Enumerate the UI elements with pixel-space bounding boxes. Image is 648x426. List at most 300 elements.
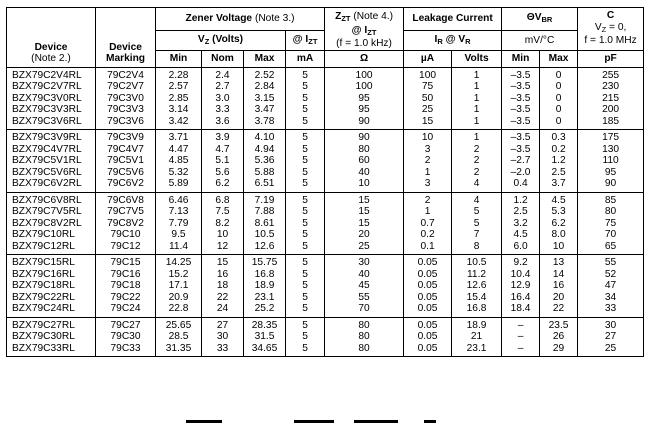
cell-vz-nom: 15 xyxy=(202,255,244,269)
cell-vz-min: 7.13 xyxy=(156,206,202,218)
cell-device: BZX79C30RL xyxy=(7,331,96,343)
cell-theta-max: 29 xyxy=(540,343,578,357)
cell-marking: 79C30 xyxy=(96,331,156,343)
cell-vr: 5 xyxy=(452,218,502,230)
capacitance-cond-val: = 0, xyxy=(606,21,627,33)
cell-zzt: 70 xyxy=(325,303,404,317)
ir-header xyxy=(404,31,502,50)
cell-device: BZX79C6V2RL xyxy=(7,178,96,192)
cell-theta-min: –3.5 xyxy=(502,104,540,116)
marking-header-line2: Marking xyxy=(105,53,146,64)
cell-theta-min: – xyxy=(502,343,540,357)
cell-vz-nom: 16 xyxy=(202,269,244,281)
cell-zzt: 30 xyxy=(325,255,404,269)
cell-izt: 5 xyxy=(286,218,325,230)
cell-capacitance: 85 xyxy=(578,192,644,206)
cell-theta-max: 4.5 xyxy=(540,192,578,206)
cell-vr: 10.5 xyxy=(452,255,502,269)
theta-unit: mV/°C xyxy=(502,31,578,50)
cell-zzt: 40 xyxy=(325,167,404,179)
cell-vz-max: 2.84 xyxy=(244,81,286,93)
cell-ir: 25 xyxy=(404,104,452,116)
cell-device: BZX79C4V7RL xyxy=(7,144,96,156)
cell-vz-max: 3.78 xyxy=(244,116,286,130)
cell-ir: 50 xyxy=(404,93,452,105)
cell-vz-max: 6.51 xyxy=(244,178,286,192)
cell-vr: 1 xyxy=(452,93,502,105)
cell-capacitance: 130 xyxy=(578,144,644,156)
capacitance-cond-v: V xyxy=(594,21,602,33)
table-row xyxy=(7,206,644,218)
cell-marking: 79C3V6 xyxy=(96,116,156,130)
cell-vz-min: 6.46 xyxy=(156,192,202,206)
col-theta-min: Min xyxy=(502,50,540,67)
cell-zzt: 95 xyxy=(325,93,404,105)
cell-vr: 15.4 xyxy=(452,292,502,304)
cell-izt: 5 xyxy=(286,192,325,206)
cell-ir: 3 xyxy=(404,144,452,156)
device-header-note: (Note 2.) xyxy=(31,53,71,64)
cell-vr: 1 xyxy=(452,130,502,144)
cell-zzt: 95 xyxy=(325,104,404,116)
at-izt-label: @ I xyxy=(292,33,309,45)
cell-ir: 0.7 xyxy=(404,218,452,230)
cell-vz-nom: 18 xyxy=(202,280,244,292)
cell-vz-nom: 6.8 xyxy=(202,192,244,206)
cell-vr: 16.8 xyxy=(452,303,502,317)
cell-izt: 5 xyxy=(286,144,325,156)
cell-theta-min: 0.4 xyxy=(502,178,540,192)
cell-theta-max: 0 xyxy=(540,104,578,116)
cell-device: BZX79C8V2RL xyxy=(7,218,96,230)
cell-theta-min: –2.7 xyxy=(502,155,540,167)
cell-theta-min: –3.5 xyxy=(502,93,540,105)
cell-vr: 18.9 xyxy=(452,317,502,331)
cropped-footnote-line xyxy=(6,411,643,426)
cell-marking: 79C33 xyxy=(96,343,156,357)
cell-vr: 1 xyxy=(452,81,502,93)
cell-vr: 2 xyxy=(452,144,502,156)
cell-capacitance: 47 xyxy=(578,280,644,292)
cell-izt: 5 xyxy=(286,206,325,218)
zzt-at: @ I xyxy=(351,24,368,36)
cell-vz-nom: 27 xyxy=(202,317,244,331)
cell-zzt: 60 xyxy=(325,155,404,167)
table-header xyxy=(7,8,644,68)
cell-vz-nom: 3.0 xyxy=(202,93,244,105)
electrical-characteristics-table xyxy=(6,7,644,357)
vz-label: V xyxy=(197,33,205,45)
cell-theta-max: 22 xyxy=(540,303,578,317)
cell-izt: 5 xyxy=(286,155,325,167)
table-row xyxy=(7,81,644,93)
capacitance-header xyxy=(578,8,644,51)
cell-izt: 5 xyxy=(286,93,325,105)
cell-device: BZX79C3V6RL xyxy=(7,116,96,130)
table-row xyxy=(7,144,644,156)
cell-vz-max: 28.35 xyxy=(244,317,286,331)
cell-marking: 79C12 xyxy=(96,241,156,255)
cell-vz-max: 23.1 xyxy=(244,292,286,304)
cell-capacitance: 70 xyxy=(578,229,644,241)
cell-vr: 4 xyxy=(452,192,502,206)
table-body xyxy=(7,67,644,357)
cell-vz-nom: 33 xyxy=(202,343,244,357)
table-row xyxy=(7,229,644,241)
col-zzt-ohm: Ω xyxy=(325,50,404,67)
cell-vz-min: 14.25 xyxy=(156,255,202,269)
cell-capacitance: 90 xyxy=(578,178,644,192)
cell-izt: 5 xyxy=(286,67,325,81)
cell-ir: 0.05 xyxy=(404,269,452,281)
table-row xyxy=(7,155,644,167)
cell-ir: 0.05 xyxy=(404,343,452,357)
cell-theta-max: 20 xyxy=(540,292,578,304)
cell-vr: 21 xyxy=(452,331,502,343)
cell-theta-min: 2.5 xyxy=(502,206,540,218)
cell-ir: 2 xyxy=(404,192,452,206)
cell-marking: 79C18 xyxy=(96,280,156,292)
cell-vz-min: 31.35 xyxy=(156,343,202,357)
cell-theta-min: – xyxy=(502,331,540,343)
cell-vz-nom: 24 xyxy=(202,303,244,317)
cell-izt: 5 xyxy=(286,280,325,292)
cell-theta-min: –3.5 xyxy=(502,67,540,81)
cell-izt: 5 xyxy=(286,343,325,357)
cell-device: BZX79C3V9RL xyxy=(7,130,96,144)
zzt-sub: ZT xyxy=(341,14,351,23)
cell-vz-max: 4.94 xyxy=(244,144,286,156)
col-capacitance-pf: pF xyxy=(578,50,644,67)
cell-vz-min: 3.71 xyxy=(156,130,202,144)
cell-ir: 0.05 xyxy=(404,280,452,292)
cell-device: BZX79C16RL xyxy=(7,269,96,281)
cell-zzt: 80 xyxy=(325,343,404,357)
cell-vz-min: 9.5 xyxy=(156,229,202,241)
cell-vr: 4 xyxy=(452,178,502,192)
table-row xyxy=(7,130,644,144)
cell-vr: 11.2 xyxy=(452,269,502,281)
cell-capacitance: 52 xyxy=(578,269,644,281)
cell-capacitance: 33 xyxy=(578,303,644,317)
cell-vr: 2 xyxy=(452,155,502,167)
cell-izt: 5 xyxy=(286,241,325,255)
cell-marking: 79C6V8 xyxy=(96,192,156,206)
cell-capacitance: 95 xyxy=(578,167,644,179)
cell-vz-nom: 10 xyxy=(202,229,244,241)
cell-vz-min: 4.47 xyxy=(156,144,202,156)
cell-vr: 2 xyxy=(452,167,502,179)
cell-vr: 7 xyxy=(452,229,502,241)
cell-ir: 100 xyxy=(404,67,452,81)
cell-vz-max: 2.52 xyxy=(244,67,286,81)
cell-marking: 79C8V2 xyxy=(96,218,156,230)
cell-capacitance: 30 xyxy=(578,317,644,331)
cell-ir: 0.2 xyxy=(404,229,452,241)
theta-header xyxy=(502,8,578,31)
ir-label: I xyxy=(434,33,438,45)
cell-izt: 5 xyxy=(286,303,325,317)
cell-vz-nom: 30 xyxy=(202,331,244,343)
cell-theta-max: 8.0 xyxy=(540,229,578,241)
cell-device: BZX79C15RL xyxy=(7,255,96,269)
cell-zzt: 55 xyxy=(325,292,404,304)
table-row xyxy=(7,317,644,331)
cell-vr: 1 xyxy=(452,104,502,116)
device-header xyxy=(7,8,96,68)
cell-theta-min: 16.4 xyxy=(502,292,540,304)
capacitance-cond-sub: Z xyxy=(601,24,607,34)
cell-izt: 5 xyxy=(286,104,325,116)
cell-ir: 0.1 xyxy=(404,241,452,255)
cell-theta-max: 6.2 xyxy=(540,218,578,230)
cell-theta-max: 5.3 xyxy=(540,206,578,218)
cell-capacitance: 25 xyxy=(578,343,644,357)
cell-device: BZX79C2V4RL xyxy=(7,67,96,81)
cell-vz-min: 20.9 xyxy=(156,292,202,304)
cell-theta-max: 16 xyxy=(540,280,578,292)
cell-zzt: 80 xyxy=(325,331,404,343)
theta-label: ΘV xyxy=(526,12,542,24)
cell-theta-min: –3.5 xyxy=(502,116,540,130)
cell-capacitance: 175 xyxy=(578,130,644,144)
cell-vz-min: 25.65 xyxy=(156,317,202,331)
cell-izt: 5 xyxy=(286,167,325,179)
cell-device: BZX79C10RL xyxy=(7,229,96,241)
ir-sub: R xyxy=(437,36,443,46)
cell-theta-min: 10.4 xyxy=(502,269,540,281)
cell-vr: 5 xyxy=(452,206,502,218)
cell-marking: 79C24 xyxy=(96,303,156,317)
cell-capacitance: 255 xyxy=(578,67,644,81)
col-vz-nom: Nom xyxy=(202,50,244,67)
zzt-at-sub: ZT xyxy=(367,27,377,37)
col-vz-min: Min xyxy=(156,50,202,67)
cell-vz-max: 8.61 xyxy=(244,218,286,230)
cell-vz-max: 15.75 xyxy=(244,255,286,269)
col-ir-ua: µA xyxy=(404,50,452,67)
table-row xyxy=(7,167,644,179)
table-row xyxy=(7,343,644,357)
cell-zzt: 40 xyxy=(325,269,404,281)
cell-marking: 79C4V7 xyxy=(96,144,156,156)
table-row xyxy=(7,303,644,317)
cell-izt: 5 xyxy=(286,269,325,281)
cell-ir: 75 xyxy=(404,81,452,93)
cell-theta-min: – xyxy=(502,317,540,331)
cell-theta-min: –2.0 xyxy=(502,167,540,179)
cell-vz-max: 10.5 xyxy=(244,229,286,241)
cell-vz-max: 5.88 xyxy=(244,167,286,179)
table-row xyxy=(7,67,644,81)
table-row xyxy=(7,255,644,269)
zener-voltage-header xyxy=(156,8,325,31)
cell-capacitance: 110 xyxy=(578,155,644,167)
cell-capacitance: 230 xyxy=(578,81,644,93)
cell-capacitance: 215 xyxy=(578,93,644,105)
marking-header-line1: Device xyxy=(109,41,142,53)
cell-theta-min: 3.2 xyxy=(502,218,540,230)
col-vr-volts: Volts xyxy=(452,50,502,67)
cell-theta-max: 0.3 xyxy=(540,130,578,144)
cell-zzt: 15 xyxy=(325,192,404,206)
cell-ir: 0.05 xyxy=(404,317,452,331)
table-row xyxy=(7,292,644,304)
cell-vz-max: 3.47 xyxy=(244,104,286,116)
cell-vz-max: 16.8 xyxy=(244,269,286,281)
cell-capacitance: 80 xyxy=(578,206,644,218)
cell-theta-min: –3.5 xyxy=(502,81,540,93)
cell-vz-nom: 8.2 xyxy=(202,218,244,230)
cell-zzt: 10 xyxy=(325,178,404,192)
cell-vr: 1 xyxy=(452,116,502,130)
cell-device: BZX79C6V8RL xyxy=(7,192,96,206)
cell-vz-min: 3.42 xyxy=(156,116,202,130)
cell-device: BZX79C2V7RL xyxy=(7,81,96,93)
cell-theta-max: 1.2 xyxy=(540,155,578,167)
cell-vz-nom: 6.2 xyxy=(202,178,244,192)
cell-ir: 1 xyxy=(404,206,452,218)
cell-device: BZX79C33RL xyxy=(7,343,96,357)
cell-vz-nom: 3.6 xyxy=(202,116,244,130)
cell-vr: 23.1 xyxy=(452,343,502,357)
cell-vz-min: 2.85 xyxy=(156,93,202,105)
table-row xyxy=(7,104,644,116)
cell-theta-max: 0 xyxy=(540,67,578,81)
cell-device: BZX79C24RL xyxy=(7,303,96,317)
cell-vz-min: 3.14 xyxy=(156,104,202,116)
cell-izt: 5 xyxy=(286,255,325,269)
cell-vr: 1 xyxy=(452,67,502,81)
cell-marking: 79C5V6 xyxy=(96,167,156,179)
cell-device: BZX79C3V0RL xyxy=(7,93,96,105)
cell-izt: 5 xyxy=(286,292,325,304)
zzt-freq: (f = 1.0 kHz) xyxy=(336,38,392,49)
col-theta-max: Max xyxy=(540,50,578,67)
cell-theta-max: 0 xyxy=(540,93,578,105)
cell-izt: 5 xyxy=(286,116,325,130)
cell-ir: 3 xyxy=(404,178,452,192)
cell-vz-nom: 4.7 xyxy=(202,144,244,156)
cell-vz-nom: 2.7 xyxy=(202,81,244,93)
cell-vz-max: 12.6 xyxy=(244,241,286,255)
cell-vz-min: 5.89 xyxy=(156,178,202,192)
cell-vz-nom: 5.6 xyxy=(202,167,244,179)
cell-capacitance: 55 xyxy=(578,255,644,269)
cell-izt: 5 xyxy=(286,331,325,343)
col-izt-ma: mA xyxy=(286,50,325,67)
cell-device: BZX79C18RL xyxy=(7,280,96,292)
cell-zzt: 20 xyxy=(325,229,404,241)
cell-capacitance: 200 xyxy=(578,104,644,116)
cell-vz-min: 5.32 xyxy=(156,167,202,179)
cell-theta-max: 2.5 xyxy=(540,167,578,179)
cell-theta-min: 6.0 xyxy=(502,241,540,255)
cell-vz-nom: 22 xyxy=(202,292,244,304)
cell-vz-max: 5.36 xyxy=(244,155,286,167)
cell-zzt: 80 xyxy=(325,144,404,156)
cell-theta-max: 0 xyxy=(540,116,578,130)
cell-marking: 79C5V1 xyxy=(96,155,156,167)
cell-zzt: 100 xyxy=(325,67,404,81)
marking-header xyxy=(96,8,156,68)
zener-voltage-title: Zener Voltage xyxy=(185,13,253,25)
cell-marking: 79C22 xyxy=(96,292,156,304)
table-row xyxy=(7,269,644,281)
cell-theta-min: 4.5 xyxy=(502,229,540,241)
cell-zzt: 15 xyxy=(325,218,404,230)
cell-vz-max: 3.15 xyxy=(244,93,286,105)
cell-marking: 79C27 xyxy=(96,317,156,331)
cell-vz-min: 15.2 xyxy=(156,269,202,281)
zzt-note: (Note 4.) xyxy=(353,11,393,22)
leakage-header: Leakage Current xyxy=(404,8,502,31)
cell-theta-max: 26 xyxy=(540,331,578,343)
vz-header xyxy=(156,31,286,50)
cell-vz-nom: 5.1 xyxy=(202,155,244,167)
table-row xyxy=(7,178,644,192)
cell-zzt: 15 xyxy=(325,206,404,218)
capacitance-freq: f = 1.0 MHz xyxy=(584,35,637,46)
cell-theta-max: 14 xyxy=(540,269,578,281)
cell-marking: 79C7V5 xyxy=(96,206,156,218)
cell-vz-min: 22.8 xyxy=(156,303,202,317)
cell-izt: 5 xyxy=(286,229,325,241)
cell-marking: 79C15 xyxy=(96,255,156,269)
cell-marking: 79C3V0 xyxy=(96,93,156,105)
ir-at: @ V xyxy=(442,33,466,45)
cell-vz-max: 34.65 xyxy=(244,343,286,357)
table-row xyxy=(7,331,644,343)
cell-vz-max: 7.19 xyxy=(244,192,286,206)
cell-marking: 79C16 xyxy=(96,269,156,281)
cell-vz-nom: 2.4 xyxy=(202,67,244,81)
cell-izt: 5 xyxy=(286,317,325,331)
cell-vz-max: 18.9 xyxy=(244,280,286,292)
at-izt-header xyxy=(286,31,325,50)
table-row xyxy=(7,218,644,230)
cell-vr: 12.6 xyxy=(452,280,502,292)
cell-ir: 10 xyxy=(404,130,452,144)
cell-izt: 5 xyxy=(286,178,325,192)
cell-device: BZX79C3V3RL xyxy=(7,104,96,116)
cell-vz-nom: 12 xyxy=(202,241,244,255)
cell-theta-max: 0 xyxy=(540,81,578,93)
cell-vr: 8 xyxy=(452,241,502,255)
cell-vz-min: 17.1 xyxy=(156,280,202,292)
table-row xyxy=(7,241,644,255)
cell-capacitance: 65 xyxy=(578,241,644,255)
cell-vz-max: 7.88 xyxy=(244,206,286,218)
cell-vz-nom: 3.9 xyxy=(202,130,244,144)
col-vz-max: Max xyxy=(244,50,286,67)
cell-ir: 15 xyxy=(404,116,452,130)
cell-vz-min: 7.79 xyxy=(156,218,202,230)
cell-vz-nom: 7.5 xyxy=(202,206,244,218)
cell-vz-min: 11.4 xyxy=(156,241,202,255)
cell-ir: 2 xyxy=(404,155,452,167)
cell-theta-min: 12.9 xyxy=(502,280,540,292)
cell-zzt: 90 xyxy=(325,130,404,144)
cell-device: BZX79C5V6RL xyxy=(7,167,96,179)
theta-sub: BR xyxy=(541,15,553,25)
vz-unit: (Volts) xyxy=(209,33,244,45)
cell-vz-min: 2.28 xyxy=(156,67,202,81)
cell-marking: 79C10 xyxy=(96,229,156,241)
zzt-label: Z xyxy=(335,11,342,22)
table-row xyxy=(7,192,644,206)
cell-device: BZX79C12RL xyxy=(7,241,96,255)
